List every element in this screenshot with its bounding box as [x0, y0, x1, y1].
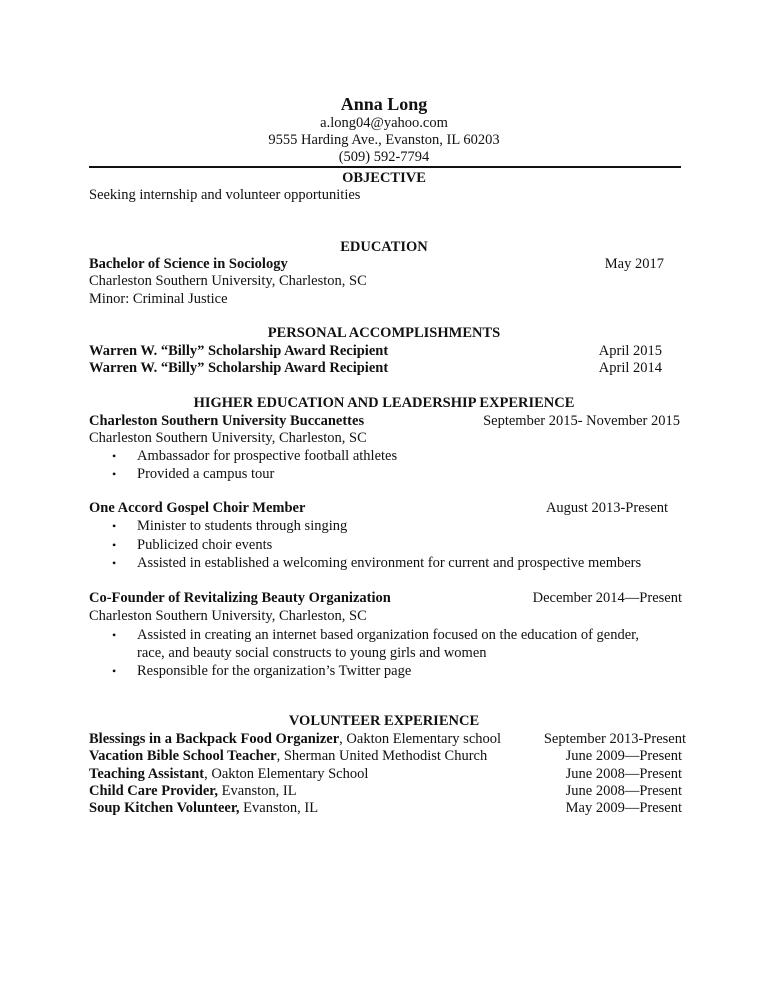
leadership-date: December 2014—Present [532, 590, 682, 606]
leadership-entry-title-row [89, 499, 676, 517]
volunteer-detail: , Sherman United Methodist Church [276, 748, 488, 764]
volunteer-title: Child Care Provider, [89, 783, 219, 799]
accomplishment-date: April 2015 [598, 343, 662, 359]
bullet-icon: • [112, 538, 117, 552]
leadership-date: August 2013-Present [545, 500, 668, 516]
bullet-icon: • [112, 628, 117, 642]
volunteer-title: Vacation Bible School Teacher [89, 748, 277, 764]
leadership-date: September 2015- November 2015 [483, 413, 680, 429]
accomplishment-row [89, 342, 676, 360]
volunteer-date: June 2009—Present [565, 748, 682, 764]
leadership-entry-title-row [89, 412, 680, 430]
volunteer-row [89, 730, 686, 748]
volunteer-date: September 2013-Present [543, 731, 686, 747]
volunteer-row [89, 782, 682, 800]
education-school: Charleston Southern University, Charleston, SC [89, 273, 367, 289]
volunteer-title: Blessings in a Backpack Food Organizer [89, 731, 340, 747]
contact-email: a.long04@yahoo.com [320, 115, 448, 131]
leadership-title: One Accord Gospel Choir Member [89, 500, 306, 516]
volunteer-title: Teaching Assistant [89, 766, 205, 782]
volunteer-title: Soup Kitchen Volunteer, [89, 800, 240, 816]
accomplishment-date: April 2014 [598, 360, 662, 376]
education-degree: Bachelor of Science in Sociology [89, 256, 288, 272]
volunteer-row [89, 765, 682, 783]
volunteer-detail: Evanston, IL [239, 800, 319, 816]
resume-page: Anna Long a.long04@yahoo.com 9555 Harding Ave., Evanston, IL 60203 (509) 592-7794 OBJECTIVE Seeking internship and volunteer opportunities EDUCATION Bachelor of Science in Sociology May 2017 Charleston Southern University, Charleston, SC Minor: Criminal Justice PERSONAL ACCOMPLISHMENTS Warren W. “Billy” Scholarship Award Recipient April 2015 Warren W. “Billy” Scholarship Award Recipient April 2014 HIGHER EDUCATION AND LEADERSHIP EXPERIENCE Charleston Southern University Buccanettes September 2015- November 2015 Charleston Southern University, Charleston, SC • Ambassador for prospective football athletes • Provided a campus tour One Accord Gospel Choir Member August 2013-Present • Minister to students through singing • Publicized choir events • Assisted in established a welcoming environment for current and prospective members Co-Founder of Revitalizing Beauty Organization December 2014—Present Charleston Southern University, Charleston, SC • Assisted in creating an internet based organization focused on the education of gender, race, and beauty social constructs to young girls and women • Responsible for the organization’s Twitter page VOLUNTEER EXPERIENCE Blessings in a Backpack Food Organizer, Oakton Elementary school September 2013-Present Vacation Bible School Teacher, Sherman United Methodist Church June 2009—Present Teaching Assistant, Oakton Elementary School June 2008—Present Child Care Provider, Evanston, IL June 2008—Present Soup Kitchen Volunteer, Evanston, IL May 2009—Present [89, 94, 686, 816]
leadership-location: Charleston Southern University, Charleston, SC [89, 608, 367, 624]
bullet-icon: • [112, 664, 117, 678]
leadership-entry-title-row [89, 589, 682, 607]
objective-text: Seeking internship and volunteer opportunities [89, 187, 361, 203]
bullet-icon: • [112, 467, 117, 481]
leadership-title: Co-Founder of Revitalizing Beauty Organization [89, 590, 391, 606]
objective-heading: OBJECTIVE [342, 170, 426, 186]
volunteer-detail: , Oakton Elementary School [204, 766, 369, 782]
leadership-title: Charleston Southern University Buccanettes [89, 413, 365, 429]
contact-phone: (509) 592-7794 [338, 149, 430, 165]
volunteer-row [89, 747, 682, 765]
header-divider [89, 166, 681, 168]
education-heading: EDUCATION [340, 239, 428, 255]
volunteer-heading: VOLUNTEER EXPERIENCE [288, 713, 480, 729]
accomplishment-title: Warren W. “Billy” Scholarship Award Recipient [89, 343, 389, 359]
volunteer-detail: , Oakton Elementary school [339, 731, 502, 747]
education-date: May 2017 [604, 256, 664, 272]
accomplishment-row [89, 359, 676, 377]
education-degree-row [89, 255, 676, 273]
resume-name: Anna Long [340, 94, 428, 114]
education-minor: Minor: Criminal Justice [89, 291, 228, 307]
volunteer-detail: Evanston, IL [218, 783, 297, 799]
volunteer-row [89, 799, 682, 817]
bullet-icon: • [112, 449, 117, 463]
volunteer-date: June 2008—Present [565, 766, 682, 782]
contact-address: 9555 Harding Ave., Evanston, IL 60203 [268, 132, 500, 148]
leadership-heading: HIGHER EDUCATION AND LEADERSHIP EXPERIENCE [193, 395, 575, 411]
leadership-location: Charleston Southern University, Charleston, SC [89, 430, 367, 446]
accomplishments-heading: PERSONAL ACCOMPLISHMENTS [267, 325, 501, 341]
bullet-icon: • [112, 519, 117, 533]
bullet-icon: • [112, 556, 117, 570]
volunteer-date: June 2008—Present [565, 783, 682, 799]
accomplishment-title: Warren W. “Billy” Scholarship Award Recipient [89, 360, 389, 376]
volunteer-date: May 2009—Present [565, 800, 682, 816]
